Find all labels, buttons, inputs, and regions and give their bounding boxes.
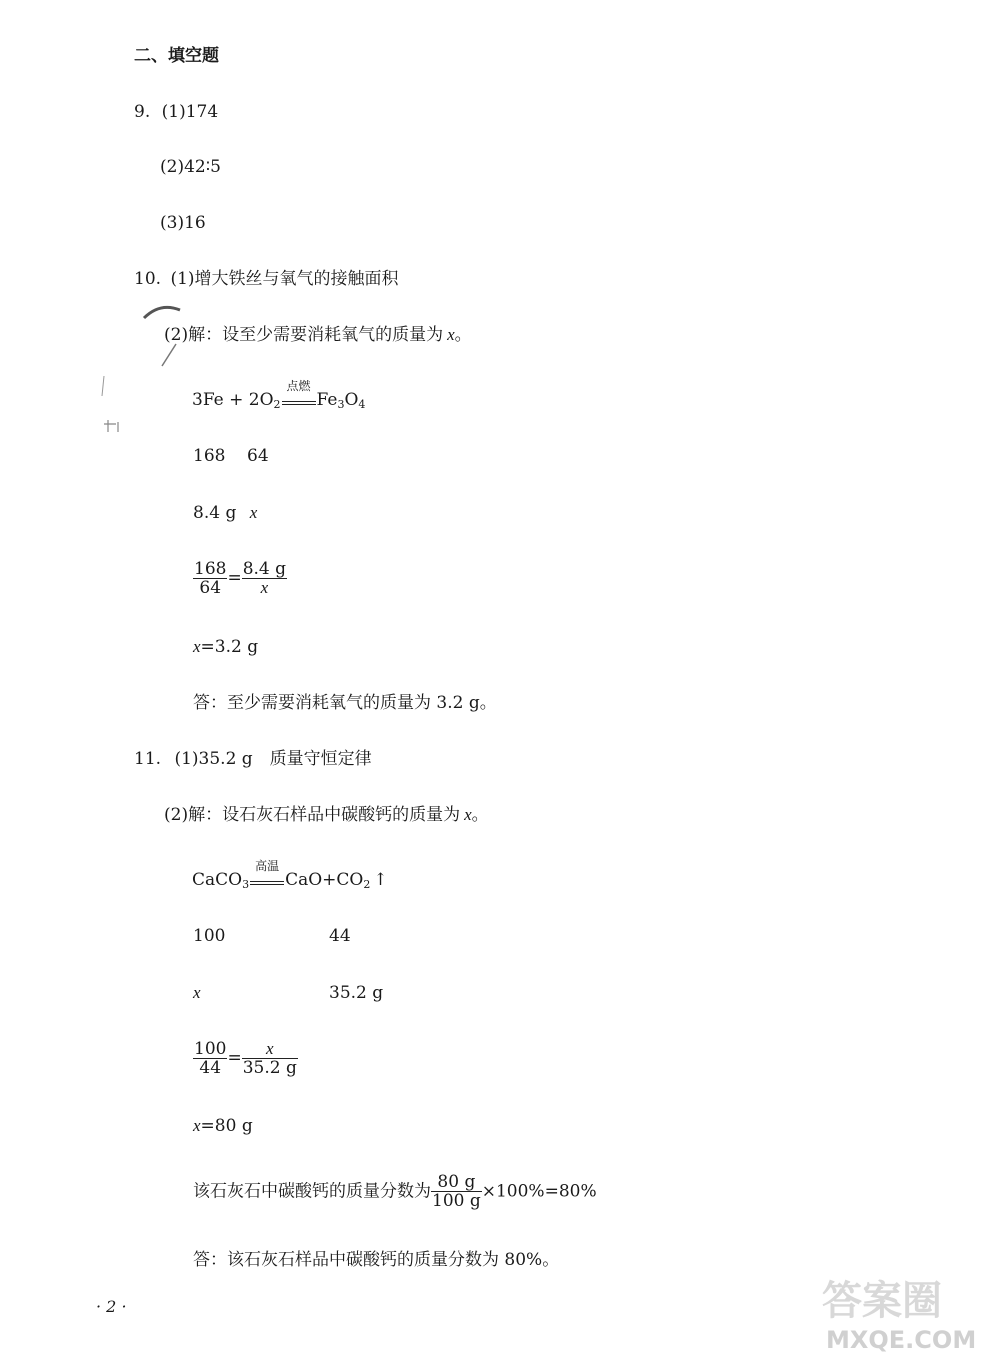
q10-result-x: x — [193, 637, 201, 656]
watermark-logo-text: 答案圈 — [822, 1278, 942, 1324]
q9-answer-1: (1)174 — [161, 102, 219, 122]
gas-arrow-icon: ↑ — [373, 870, 388, 890]
page-number: · 2 · — [96, 1297, 127, 1316]
q11-result-x: x — [193, 1116, 201, 1135]
q11-percent-suffix: ×100%=80% — [481, 1181, 597, 1202]
q11-percent-num: 80 g — [431, 1173, 482, 1192]
q11-answer-1: (1)35.2 g 质量守恒定律 — [174, 749, 372, 769]
q11-var-x: x — [464, 805, 472, 824]
q11-frac-right-den: 35.2 g — [242, 1058, 297, 1078]
q10-number: 10. — [134, 269, 162, 289]
watermark-text: MXQE.COM — [826, 1326, 977, 1354]
q10-period: 。 — [454, 325, 472, 345]
q10-given-row — [193, 503, 257, 523]
q11-percent-prefix: 该石灰石中碳酸钙的质量分数为 — [193, 1181, 431, 1202]
q11-eq-sub3: 3 — [242, 878, 250, 891]
q11-answer: 答：该石灰石样品中碳酸钙的质量分数为 80%。 — [193, 1250, 560, 1270]
q10-frac-right — [242, 560, 287, 597]
q11-equation — [192, 858, 388, 891]
q11-frac-right — [242, 1040, 298, 1077]
q11-answer-2-text: (2)解：设石灰石样品中碳酸钙的质量为 — [164, 805, 461, 825]
watermark-logo-icon — [812, 1266, 992, 1356]
q10-mass-2: 64 — [247, 446, 269, 466]
q11-frac-left — [193, 1040, 227, 1077]
q11-given: 35.2 g — [329, 983, 384, 1003]
q10-answer-2 — [164, 325, 472, 345]
q10-line-1 — [134, 269, 399, 289]
q11-percent-line — [193, 1173, 597, 1210]
q10-eq-o: O — [344, 390, 359, 410]
q10-frac-left-num: 168 — [194, 559, 227, 579]
q10-frac-right-den: x — [260, 578, 269, 597]
q10-eq-sub2: 2 — [273, 398, 281, 411]
q10-eq-left: 3Fe + 2O — [192, 390, 274, 410]
q11-frac-left-den: 44 — [199, 1058, 222, 1078]
q11-percent-frac — [431, 1173, 482, 1210]
q11-eq-right: CaO+CO — [285, 870, 364, 890]
q11-answer-2 — [164, 805, 489, 825]
q11-given-x: x — [193, 983, 201, 1002]
pen-scribble-icon — [140, 296, 200, 376]
q10-result-value: =3.2 g — [200, 637, 259, 657]
q10-given-x: x — [249, 503, 258, 522]
q11-frac-right-num: x — [242, 1040, 298, 1059]
q11-mass-1: 100 — [193, 926, 226, 946]
q10-eq-sub4: 4 — [358, 398, 366, 411]
q9-answer-3: (3)16 — [160, 213, 206, 233]
q11-eq-caco: CaCO — [192, 870, 243, 890]
q11-reaction-arrow — [250, 858, 284, 885]
q11-proportion: $\frac{100}{44}$ = $\frac{x}{35.2 g}$ — [194, 1039, 297, 1078]
q10-proportion: $\frac{168}{64}$ = $\frac{8.4 g}{x}$ — [194, 559, 287, 598]
q9-answer-2: (2)42∶5 — [160, 157, 221, 177]
q10-eq-fe: Fe — [316, 390, 338, 410]
q11-result — [193, 1116, 253, 1136]
q11-line-1 — [134, 749, 372, 769]
q10-given: 8.4 g — [193, 503, 237, 523]
q10-answer-2-text: (2)解：设至少需要消耗氧气的质量为 — [164, 325, 444, 345]
q10-mass-1: 168 — [193, 446, 226, 466]
q10-result — [193, 637, 258, 657]
q10-frac-right-num: 8.4 g — [242, 559, 287, 579]
q10-eq-condition: 点燃 — [286, 378, 311, 393]
q11-result-value: =80 g — [200, 1116, 253, 1136]
q10-eq-sub3: 3 — [337, 398, 345, 411]
q11-eq-sub2: 2 — [363, 878, 371, 891]
q10-answer: 答：至少需要消耗氧气的质量为 3.2 g。 — [193, 693, 497, 713]
q11-number: 11. — [134, 749, 162, 769]
q11-mass-2: 44 — [329, 926, 351, 946]
margin-mark-icon — [100, 366, 130, 456]
q11-eq-condition: 高温 — [255, 858, 280, 873]
q10-frac-left — [193, 560, 227, 597]
q11-period: 。 — [471, 805, 489, 825]
q10-equation — [192, 378, 366, 411]
q10-answer-1: (1)增大铁丝与氧气的接触面积 — [170, 269, 399, 289]
section-title: 二、填空题 — [134, 46, 219, 66]
q10-frac-left-den: 64 — [199, 578, 222, 598]
q10-reaction-arrow — [282, 378, 316, 405]
q9-line-1 — [134, 102, 218, 122]
q10-var-x: x — [447, 325, 455, 344]
q9-number: 9. — [134, 102, 151, 122]
q11-frac-left-num: 100 — [194, 1039, 227, 1059]
q11-percent-den: 100 g — [432, 1191, 481, 1211]
